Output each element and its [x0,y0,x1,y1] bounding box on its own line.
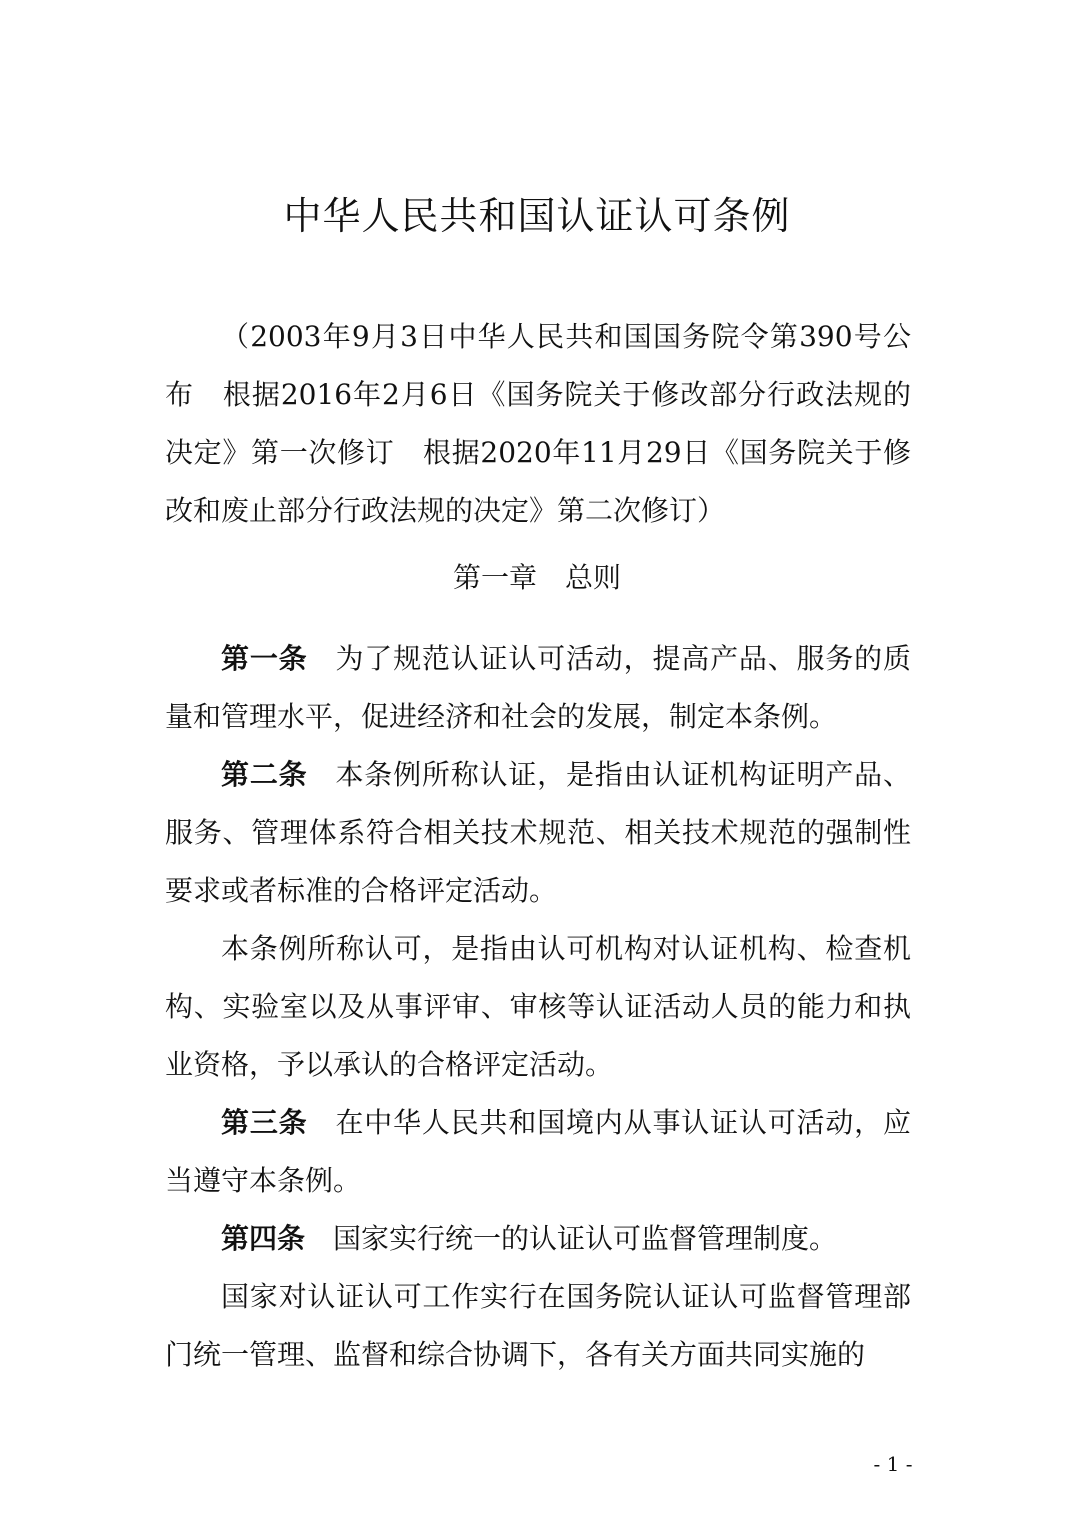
article-paragraph [165,746,911,920]
article-text: 国家实行统一的认证认可监督管理制度。 [333,1222,838,1255]
article-label: 第二条 [221,758,308,791]
document-preamble [165,308,911,540]
preamble-text: （2003年9月3日中华人民共和国国务院令第390号公布 根据2016年2月6日《国务院关于修改部分行政法规的决定》第一次修订 根据2020年11月29日《国务院关于修改和废止部分行政法规的决定》第二次修订） [165,320,911,527]
page-number: - 1 - [873,1452,913,1476]
article-paragraph [165,920,911,1094]
article-paragraph [165,1094,911,1210]
chapter-heading [0,551,1074,605]
article-label: 第四条 [221,1222,306,1255]
article-paragraph [165,630,911,746]
document-title: 中华人民共和国认证认可条例 [283,194,791,238]
article-label: 第一条 [221,642,308,675]
articles-section [165,630,911,1384]
chapter-name: 总则 [565,561,622,594]
article-text: 本条例所称认可，是指由认可机构对认证机构、检查机构、实验室以及从事评审、审核等认证活动人员的能力和执业资格，予以承认的合格评定活动。 [165,932,911,1081]
article-text: 为了规范认证认可活动，提高产品、服务的质量和管理水平，促进经济和社会的发展，制定本条例。 [165,642,911,733]
article-paragraph [165,1210,911,1268]
article-text: 国家对认证认可工作实行在国务院认证认可监督管理部门统一管理、监督和综合协调下，各有关方面共同实施的 [165,1280,911,1371]
article-text: 本条例所称认证，是指由认证机构证明产品、服务、管理体系符合相关技术规范、相关技术规范的强制性要求或者标准的合格评定活动。 [165,758,911,907]
chapter-number: 第一章 [452,561,537,594]
article-text: 在中华人民共和国境内从事认证认可活动，应当遵守本条例。 [165,1106,911,1197]
article-label: 第三条 [221,1106,308,1139]
article-paragraph [165,1268,911,1384]
